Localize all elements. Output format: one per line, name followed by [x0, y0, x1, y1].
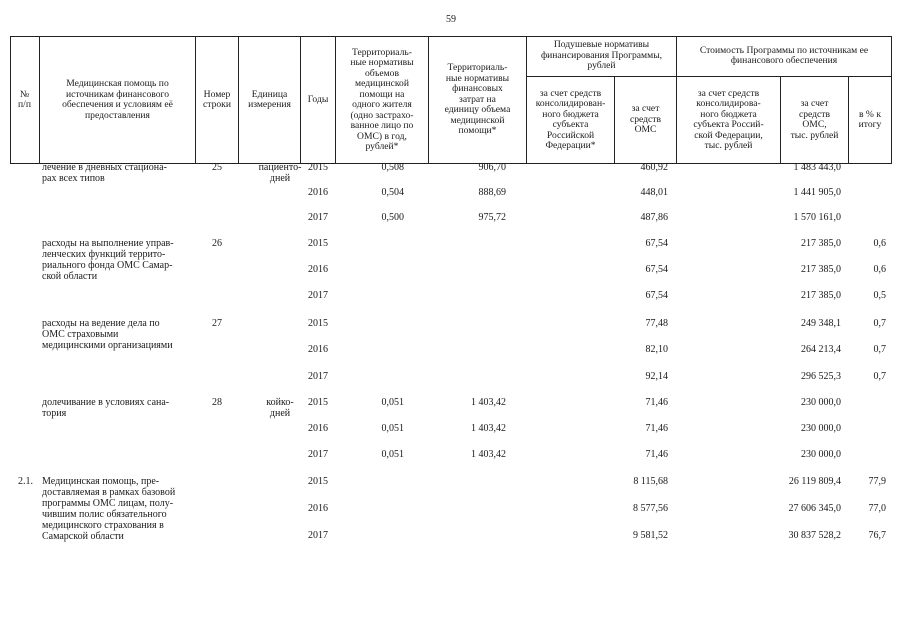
header-cost-budget: за счет средств консолидирова- ного бюджета субъекта Россий- ской Федерации, тыс. рублей — [693, 87, 764, 151]
cost-oms-cell: 230 000,0 — [801, 397, 841, 408]
year-cell: 2015 — [308, 238, 328, 249]
cost-oms-cell: 217 385,0 — [801, 264, 841, 275]
row-label: Медицинская помощь, пре- доставляемая в рамках базовой программы ОМС лицам, полу- чившим полис обязательного медицинского страхования в Самарской области — [42, 476, 176, 542]
year-cell: 2015 — [308, 162, 328, 173]
volume-cell: 0,508 — [381, 162, 404, 173]
section-number: 2.1. — [18, 476, 33, 487]
page-number: 59 — [446, 14, 456, 25]
pct-cell: 0,6 — [873, 238, 886, 249]
cost-oms-cell: 264 213,4 — [801, 344, 841, 355]
header-cost-pct: в % к итогу — [858, 108, 882, 130]
percap-oms-cell: 71,46 — [645, 449, 668, 460]
year-cell: 2017 — [308, 371, 328, 382]
percap-oms-cell: 460,92 — [640, 162, 668, 173]
percap-oms-cell: 71,46 — [645, 423, 668, 434]
header-row: Номер строки — [203, 88, 231, 110]
year-cell: 2016 — [308, 503, 328, 514]
row-label: расходы на выполнение управ- ленческих функций террито- риального фонда ОМС Самар- ской области — [42, 238, 174, 282]
year-cell: 2016 — [308, 264, 328, 275]
percap-oms-cell: 8 115,68 — [633, 476, 668, 487]
year-cell: 2017 — [308, 212, 328, 223]
header-percap-oms: за счет средств ОМС — [629, 103, 662, 136]
cost-oms-cell: 296 525,3 — [801, 371, 841, 382]
cost-oms-cell: 30 837 528,2 — [788, 530, 841, 541]
row-label: лечение в дневных стациона- рах всех типов — [42, 162, 167, 184]
header-cost: Стоимость Программы по источникам ее финансового обеспечения — [699, 44, 869, 66]
year-cell: 2016 — [308, 423, 328, 434]
header-percap: Подушевые нормативы финансирования Программы, рублей — [540, 39, 663, 72]
percap-oms-cell: 487,86 — [640, 212, 668, 223]
pct-cell: 0,7 — [873, 344, 886, 355]
row-number: 25 — [212, 162, 222, 173]
header-percap-budget: за счет средств консолидирован- ного бюджета субъекта Российской Федерации* — [535, 87, 606, 151]
volume-cell: 0,500 — [381, 212, 404, 223]
pct-cell: 77,0 — [868, 503, 886, 514]
year-cell: 2017 — [308, 530, 328, 541]
table-body — [10, 0, 892, 640]
percap-oms-cell: 67,54 — [645, 290, 668, 301]
header-years: Годы — [307, 93, 329, 105]
percap-oms-cell: 448,01 — [640, 187, 668, 198]
cost-oms-cell: 1 483 443,0 — [793, 162, 841, 173]
header-terr-cost: Территориаль- ные нормативы финансовых затрат на единицу объема медицинской помощи* — [444, 62, 511, 137]
percap-oms-cell: 77,48 — [645, 318, 668, 329]
row-number: 28 — [212, 397, 222, 408]
year-cell: 2015 — [308, 476, 328, 487]
pct-cell: 0,7 — [873, 318, 886, 329]
volume-cell: 0,051 — [381, 449, 404, 460]
percap-oms-cell: 67,54 — [645, 238, 668, 249]
volume-cell: 0,504 — [381, 187, 404, 198]
pct-cell: 0,5 — [873, 290, 886, 301]
cost-cell: 1 403,42 — [471, 423, 506, 434]
percap-oms-cell: 71,46 — [645, 397, 668, 408]
header-num: № п/п — [18, 88, 31, 110]
cost-oms-cell: 217 385,0 — [801, 238, 841, 249]
pct-cell: 77,9 — [868, 476, 886, 487]
row-label: долечивание в условиях сана- тория — [42, 397, 170, 419]
percap-oms-cell: 9 581,52 — [633, 530, 668, 541]
row-label: расходы на ведение дела по ОМС страховыми медицинскими организациями — [42, 318, 173, 351]
cost-oms-cell: 27 606 345,0 — [788, 503, 841, 514]
cost-oms-cell: 1 570 161,0 — [793, 212, 841, 223]
pct-cell: 0,7 — [873, 371, 886, 382]
year-cell: 2016 — [308, 187, 328, 198]
unit-label: койко- дней — [266, 397, 294, 419]
row-number: 27 — [212, 318, 222, 329]
cost-oms-cell: 249 348,1 — [801, 318, 841, 329]
cost-cell: 1 403,42 — [471, 449, 506, 460]
header-terr-vol: Территориаль- ные нормативы объемов медицинской помощи на одного жителя (одно застрахо- ванное лицо по ОМС) в год, рублей* — [350, 46, 414, 152]
cost-oms-cell: 230 000,0 — [801, 423, 841, 434]
volume-cell: 0,051 — [381, 397, 404, 408]
cost-cell: 975,72 — [478, 212, 506, 223]
cost-cell: 906,70 — [478, 162, 506, 173]
percap-oms-cell: 82,10 — [645, 344, 668, 355]
year-cell: 2017 — [308, 290, 328, 301]
cost-cell: 1 403,42 — [471, 397, 506, 408]
cost-oms-cell: 230 000,0 — [801, 449, 841, 460]
percap-oms-cell: 67,54 — [645, 264, 668, 275]
cost-oms-cell: 26 119 809,4 — [788, 476, 841, 487]
header-name: Медицинская помощь по источникам финансового обеспечения и условиям её предоставления — [62, 78, 173, 121]
year-cell: 2015 — [308, 397, 328, 408]
cost-oms-cell: 217 385,0 — [801, 290, 841, 301]
year-cell: 2015 — [308, 318, 328, 329]
percap-oms-cell: 8 577,56 — [633, 503, 668, 514]
cost-oms-cell: 1 441 905,0 — [793, 187, 841, 198]
pct-cell: 76,7 — [868, 530, 886, 541]
header-unit: Единица измерения — [248, 88, 291, 110]
unit-label: пациенто- дней — [258, 162, 302, 184]
year-cell: 2017 — [308, 449, 328, 460]
percap-oms-cell: 92,14 — [645, 371, 668, 382]
header-cost-oms: за счет средств ОМС, тыс. рублей — [790, 98, 839, 141]
row-number: 26 — [212, 238, 222, 249]
year-cell: 2016 — [308, 344, 328, 355]
volume-cell: 0,051 — [381, 423, 404, 434]
pct-cell: 0,6 — [873, 264, 886, 275]
cost-cell: 888,69 — [478, 187, 506, 198]
